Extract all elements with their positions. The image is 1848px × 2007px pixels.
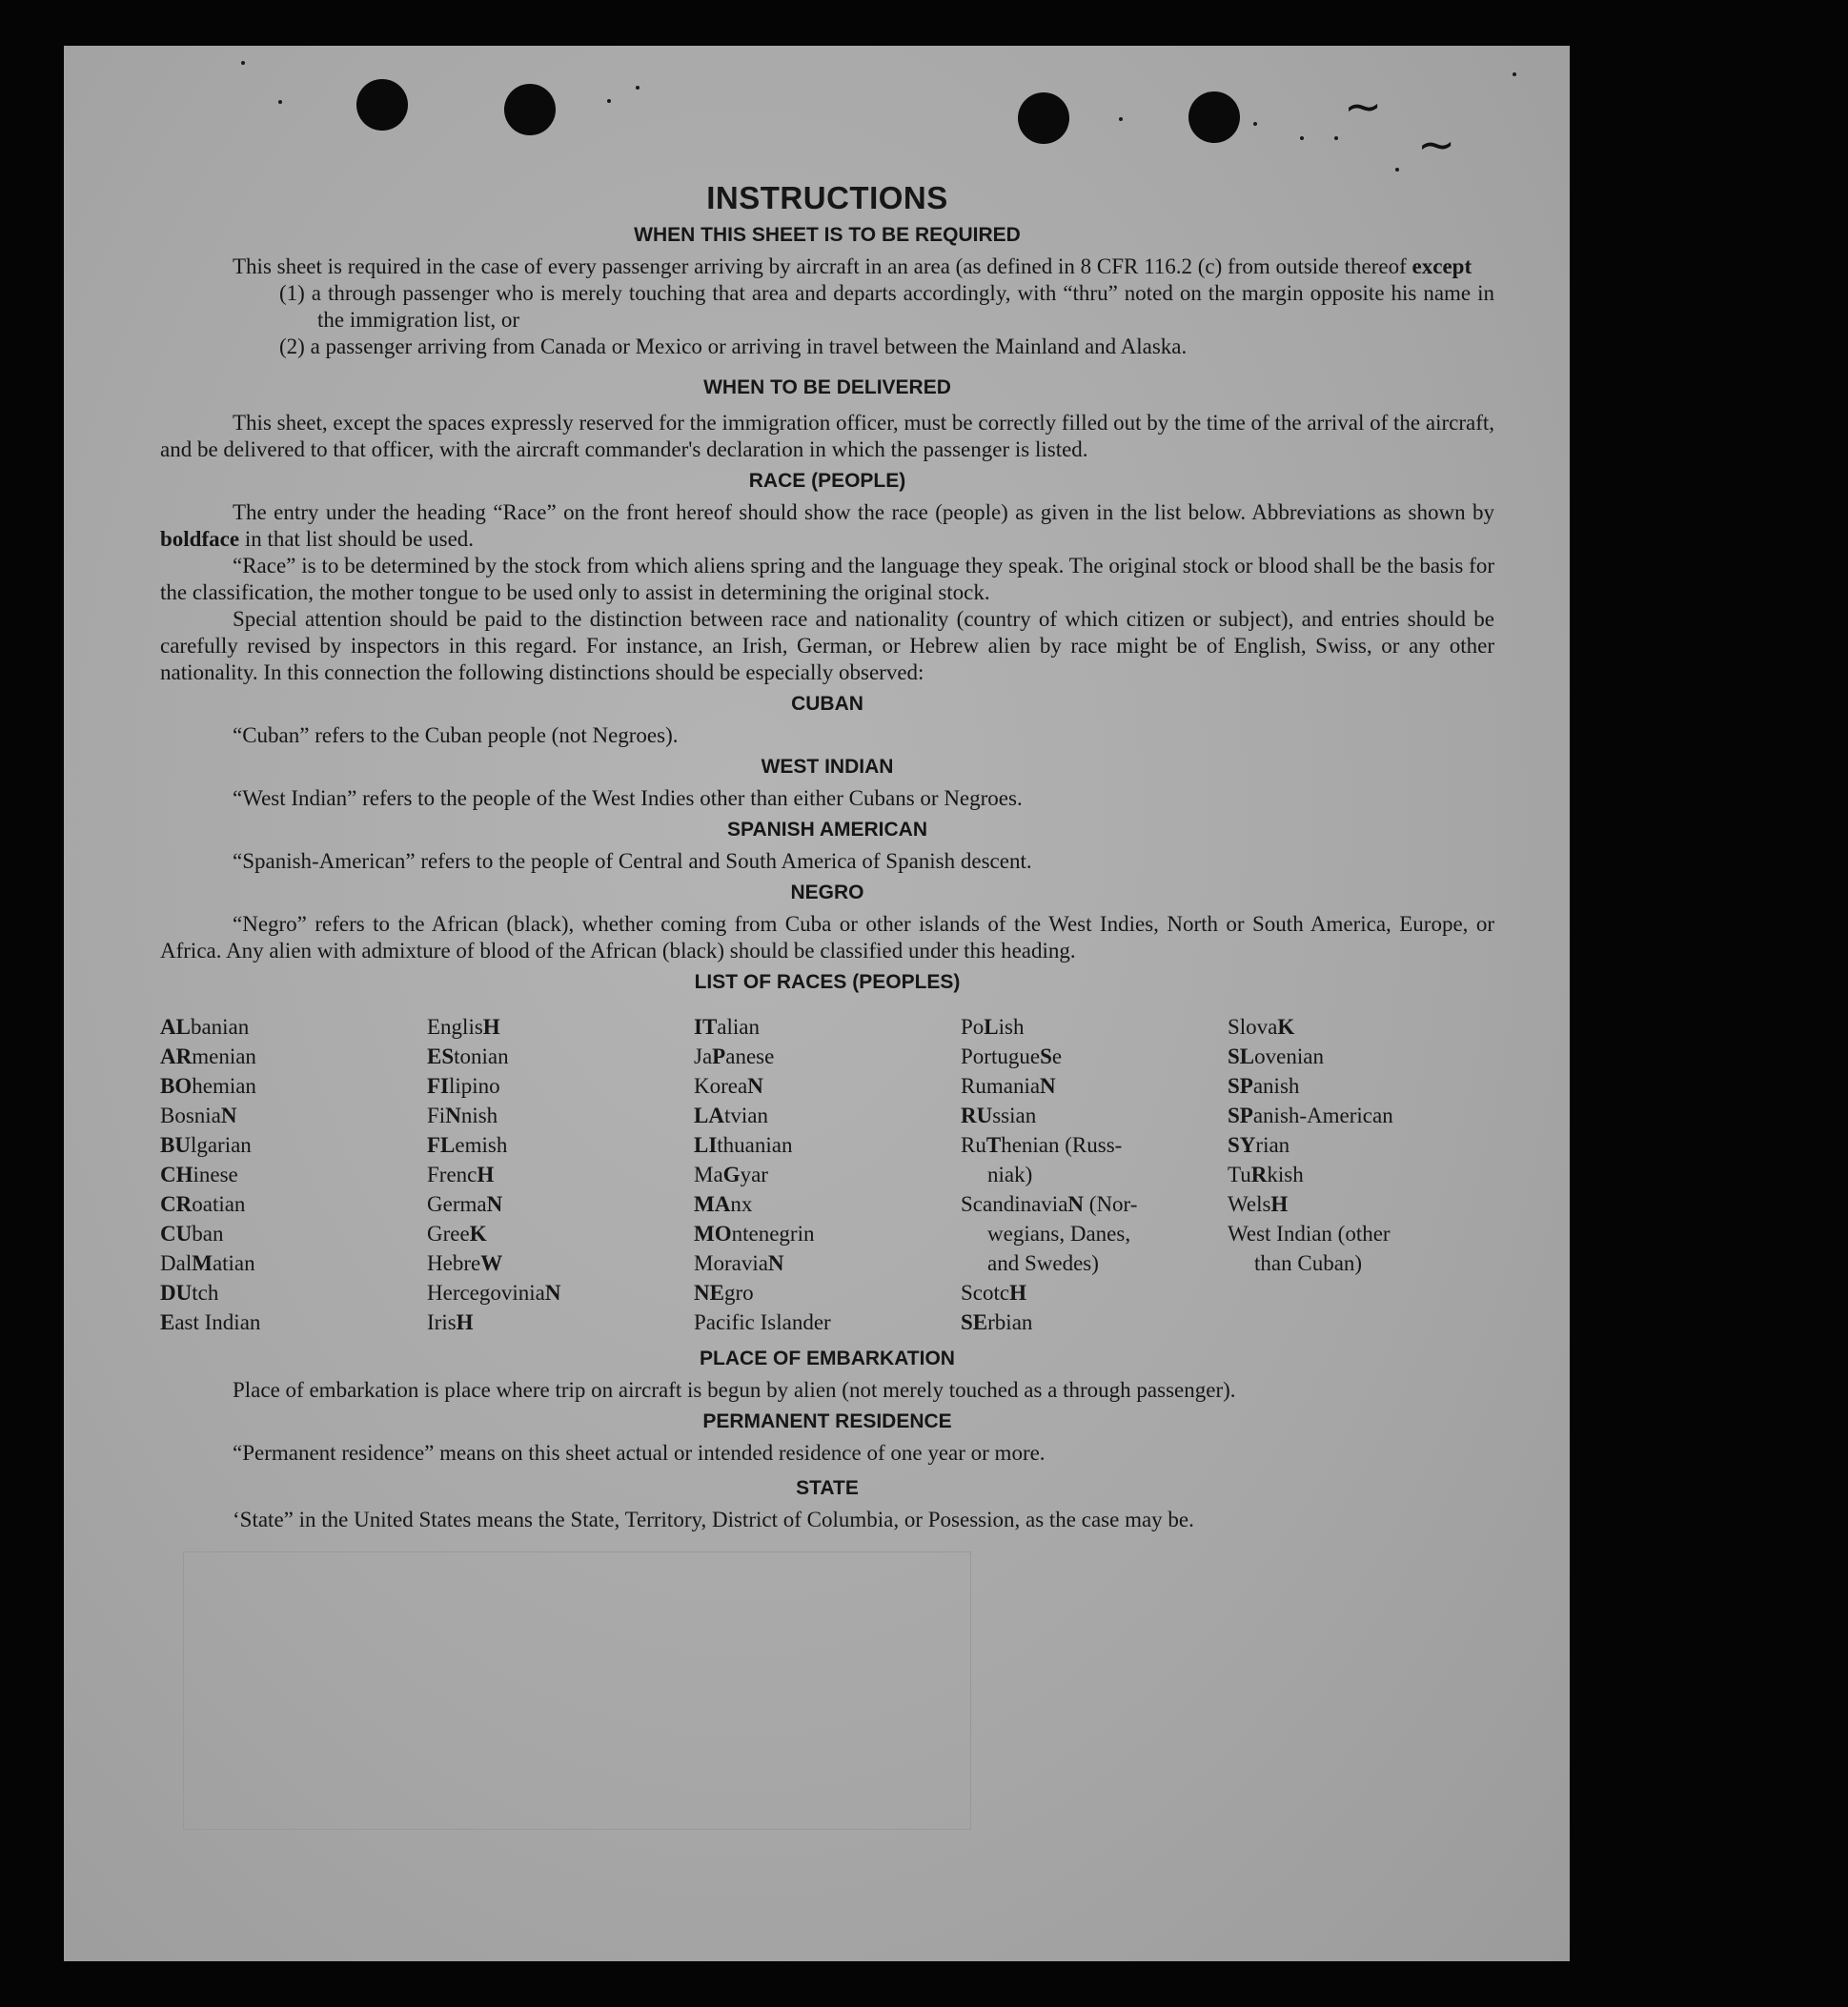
race-entry bbox=[961, 1101, 1228, 1130]
race-abbreviation: S bbox=[1040, 1044, 1052, 1068]
required-intro: This sheet is required in the case of every passenger arriving by aircraft in an area (as defined in 8 CFR 116.2 (c) from outside thereof except bbox=[233, 254, 1472, 278]
race-abbreviation: FL bbox=[427, 1133, 456, 1157]
race-name-part: inese bbox=[193, 1163, 238, 1186]
race-abbreviation: RU bbox=[961, 1104, 993, 1127]
race-name-part: Germa bbox=[427, 1192, 487, 1216]
heading-list-of-races: LIST OF RACES (PEOPLES) bbox=[694, 971, 961, 993]
race-name-part: Ja bbox=[694, 1044, 713, 1068]
heading-delivered: WHEN TO BE DELIVERED bbox=[703, 376, 951, 398]
race-entry bbox=[1228, 1012, 1494, 1042]
required-item-2: (2) a passenger arriving from Canada or Mexico or arriving in travel between the Mainland and Alaska. bbox=[279, 334, 1188, 358]
race-name-part: Rumania bbox=[961, 1074, 1041, 1098]
race-abbreviation: H bbox=[456, 1310, 474, 1334]
races-column bbox=[160, 1012, 427, 1337]
race-entry bbox=[961, 1071, 1228, 1101]
ink-squiggle: ~ bbox=[1344, 80, 1383, 133]
race-abbreviation: LA bbox=[694, 1104, 724, 1127]
race-name-part: Po bbox=[961, 1015, 985, 1039]
race-entry bbox=[961, 1308, 1228, 1337]
race-entry bbox=[427, 1071, 694, 1101]
race-abbreviation: AL bbox=[160, 1015, 191, 1039]
race-name-part: tonian bbox=[454, 1044, 509, 1068]
race-abbreviation: M bbox=[192, 1251, 213, 1275]
spanish-american-text: “Spanish-American” refers to the people of Central and South America of Spanish descent. bbox=[233, 849, 1032, 873]
residence-text: “Permanent residence” means on this sheet actual or intended residence of one year or more. bbox=[233, 1441, 1046, 1465]
race-entry bbox=[1228, 1160, 1494, 1189]
race-name-part: Englis bbox=[427, 1015, 483, 1039]
race-abbreviation: IT bbox=[694, 1015, 718, 1039]
race-entry bbox=[694, 1101, 961, 1130]
race-name-part: anish-American bbox=[1252, 1104, 1393, 1127]
race-entry bbox=[160, 1308, 427, 1337]
race-name-part: anese bbox=[725, 1044, 775, 1068]
race-paragraph-3: Special attention should be paid to the distinction between race and nationality (country of which citizen or subject), and entries should be carefully revised by inspectors in this regard. For instance, an Irish, German, or Hebrew alien by race might be of English, Swiss, or any other nationality. In this connection the following distinctions should be especially observed: bbox=[160, 607, 1494, 684]
race-entry bbox=[160, 1042, 427, 1071]
race-name-part: wegians, Danes, bbox=[987, 1222, 1131, 1246]
speck bbox=[1513, 72, 1516, 76]
race-entry bbox=[694, 1160, 961, 1189]
race-entry bbox=[694, 1189, 961, 1219]
race-name-part: (Nor- bbox=[1084, 1192, 1138, 1216]
heading-negro: NEGRO bbox=[790, 882, 864, 903]
race-abbreviation: SP bbox=[1228, 1074, 1253, 1098]
race-abbreviation: N bbox=[220, 1104, 237, 1127]
race-entry bbox=[427, 1160, 694, 1189]
ink-squiggle: ~ bbox=[1417, 118, 1456, 172]
race-name-part: Wels bbox=[1228, 1192, 1271, 1216]
race-name-part: ish bbox=[998, 1015, 1025, 1039]
race-abbreviation: SY bbox=[1228, 1133, 1256, 1157]
race-entry bbox=[1228, 1071, 1494, 1101]
race-name-part: banian bbox=[190, 1015, 250, 1039]
race-entry bbox=[694, 1248, 961, 1278]
races-column bbox=[694, 1012, 961, 1337]
race-name-part: alian bbox=[717, 1015, 760, 1039]
race-entry bbox=[427, 1278, 694, 1308]
race-entry bbox=[694, 1071, 961, 1101]
race-name-part: Pacific Islander bbox=[694, 1310, 831, 1334]
race-name-part: Portugue bbox=[961, 1044, 1041, 1068]
embarkation-text: Place of embarkation is place where trip on aircraft is begun by alien (not merely touched as a through passenger). bbox=[233, 1378, 1236, 1402]
race-entry bbox=[160, 1071, 427, 1101]
race-entry bbox=[961, 1012, 1228, 1042]
races-column bbox=[961, 1012, 1228, 1337]
race-name-part: kish bbox=[1267, 1163, 1304, 1186]
race-abbreviation: K bbox=[469, 1222, 487, 1246]
speck bbox=[1119, 117, 1123, 121]
race-name-part: rian bbox=[1255, 1133, 1290, 1157]
race-abbreviation: K bbox=[1277, 1015, 1295, 1039]
race-abbreviation: H bbox=[1270, 1192, 1289, 1216]
heading-embarkation: PLACE OF EMBARKATION bbox=[700, 1348, 955, 1369]
race-abbreviation: MO bbox=[694, 1222, 732, 1246]
race-entry bbox=[160, 1219, 427, 1248]
race-abbreviation: BU bbox=[160, 1133, 191, 1157]
race-name-part: menian bbox=[192, 1044, 256, 1068]
race-name-part: emish bbox=[455, 1133, 508, 1157]
race-name-part: nx bbox=[730, 1192, 753, 1216]
race-entry bbox=[1228, 1219, 1494, 1248]
race-name-part: West Indian (other bbox=[1228, 1222, 1391, 1246]
race-name-part: Ma bbox=[694, 1163, 723, 1186]
bleed-through-box bbox=[183, 1551, 971, 1830]
race-paragraph-1: The entry under the heading “Race” on the front hereof should show the race (people) as given in the list below. Abbreviations as shown by boldface in that list should be used. bbox=[160, 500, 1494, 551]
race-abbreviation: SE bbox=[961, 1310, 988, 1334]
race-abbreviation: P bbox=[712, 1044, 726, 1068]
page-title: INSTRUCTIONS bbox=[706, 180, 948, 215]
heading-west-indian: WEST INDIAN bbox=[761, 756, 894, 778]
race-entry bbox=[160, 1012, 427, 1042]
race-name-part: lipino bbox=[449, 1074, 500, 1098]
race-abbreviation: CR bbox=[160, 1192, 193, 1216]
race-abbreviation: NE bbox=[694, 1281, 724, 1305]
delivered-text: This sheet, except the spaces expressly reserved for the immigration officer, must be correctly filled out by the time of the arrival of the aircraft, and be delivered to that officer, with the aircraft commander's declaration in which the passenger is listed. bbox=[160, 411, 1494, 461]
race-entry bbox=[694, 1012, 961, 1042]
race-abbreviation: N bbox=[1040, 1074, 1056, 1098]
race-abbreviation: SP bbox=[1228, 1104, 1253, 1127]
speck bbox=[1300, 136, 1304, 140]
race-name-part: Ru bbox=[961, 1133, 986, 1157]
race-name-part: tvian bbox=[723, 1104, 768, 1127]
race-name-part: hemian bbox=[192, 1074, 256, 1098]
race-entry bbox=[160, 1101, 427, 1130]
heading-cuban: CUBAN bbox=[791, 693, 863, 715]
race-entry bbox=[961, 1278, 1228, 1308]
race-name-part: Dal bbox=[160, 1251, 193, 1275]
race-name-part: yar bbox=[740, 1163, 768, 1186]
race-entry bbox=[961, 1219, 1228, 1248]
race-name-part: anish bbox=[1252, 1074, 1300, 1098]
race-name-part: ntenegrin bbox=[731, 1222, 815, 1246]
instructions-content bbox=[160, 179, 1494, 1533]
speck bbox=[278, 100, 282, 104]
speck bbox=[636, 86, 640, 90]
speck bbox=[1334, 136, 1338, 140]
punch-hole bbox=[356, 79, 408, 131]
race-abbreviation: N bbox=[486, 1192, 503, 1216]
races-column bbox=[427, 1012, 694, 1337]
race-name-part: Frenc bbox=[427, 1163, 477, 1186]
race-name-part: Tu bbox=[1228, 1163, 1251, 1186]
race-abbreviation: SL bbox=[1228, 1044, 1255, 1068]
race-abbreviation: N bbox=[1067, 1192, 1085, 1216]
race-entry bbox=[694, 1219, 961, 1248]
race-abbreviation: CU bbox=[160, 1222, 193, 1246]
race-name-part: atian bbox=[212, 1251, 255, 1275]
speck bbox=[241, 61, 245, 65]
race-name-part: Gree bbox=[427, 1222, 470, 1246]
negro-text: “Negro” refers to the African (black), whether coming from Cuba or other islands of the West Indies, North or South America, Europe, or Africa. Any alien with admixture of blood of the African (black) should be classified under this heading. bbox=[160, 912, 1494, 963]
race-entry bbox=[961, 1042, 1228, 1071]
document-sheet bbox=[64, 46, 1570, 1961]
race-entry bbox=[427, 1308, 694, 1337]
race-name-part: gro bbox=[723, 1281, 754, 1305]
race-name-part: Scotc bbox=[961, 1281, 1010, 1305]
race-abbreviation: N bbox=[767, 1251, 784, 1275]
race-entry bbox=[160, 1278, 427, 1308]
state-text: ‘State” in the United States means the State, Territory, District of Columbia, or Posession, as the case may be. bbox=[233, 1508, 1194, 1531]
race-name-part: ast Indian bbox=[174, 1310, 261, 1334]
required-item-1: (1) a through passenger who is merely touching that area and departs accordingly, with “thru” noted on the margin opposite his name in the immigration list, or bbox=[279, 281, 1494, 332]
race-entry bbox=[1228, 1189, 1494, 1219]
race-name-part: Slova bbox=[1228, 1015, 1278, 1039]
race-entry bbox=[694, 1130, 961, 1160]
race-name-part: lgarian bbox=[190, 1133, 252, 1157]
race-entry bbox=[961, 1160, 1228, 1189]
race-abbreviation: CH bbox=[160, 1163, 193, 1186]
race-entry bbox=[160, 1130, 427, 1160]
race-abbreviation: L bbox=[984, 1015, 999, 1039]
race-entry bbox=[427, 1012, 694, 1042]
race-entry bbox=[160, 1189, 427, 1219]
race-entry bbox=[961, 1189, 1228, 1219]
race-abbreviation: H bbox=[477, 1163, 495, 1186]
race-name-part: ban bbox=[192, 1222, 224, 1246]
race-name-part: Scandinavia bbox=[961, 1192, 1068, 1216]
heading-required: WHEN THIS SHEET IS TO BE REQUIRED bbox=[634, 224, 1021, 246]
heading-spanish-american: SPANISH AMERICAN bbox=[726, 819, 927, 841]
speck bbox=[1253, 122, 1257, 126]
race-abbreviation: N bbox=[747, 1074, 763, 1098]
race-entry bbox=[961, 1130, 1228, 1160]
race-name-part: Hercegovinia bbox=[427, 1281, 545, 1305]
race-abbreviation: G bbox=[722, 1163, 741, 1186]
race-name-part: ssian bbox=[992, 1104, 1037, 1127]
race-abbreviation: ES bbox=[427, 1044, 455, 1068]
race-entry bbox=[427, 1219, 694, 1248]
race-abbreviation: AR bbox=[160, 1044, 193, 1068]
race-entry bbox=[694, 1042, 961, 1071]
race-name-part: e bbox=[1051, 1044, 1063, 1068]
race-entry bbox=[427, 1248, 694, 1278]
punch-hole bbox=[504, 84, 556, 135]
race-abbreviation: N bbox=[544, 1281, 561, 1305]
races-list bbox=[160, 1012, 1494, 1337]
race-name-part: Hebre bbox=[427, 1251, 481, 1275]
race-name-part: rbian bbox=[987, 1310, 1033, 1334]
race-entry bbox=[427, 1130, 694, 1160]
race-entry bbox=[160, 1160, 427, 1189]
punch-hole bbox=[1018, 92, 1069, 144]
race-abbreviation: LI bbox=[694, 1133, 718, 1157]
races-column bbox=[1228, 1012, 1494, 1337]
race-entry bbox=[160, 1248, 427, 1278]
race-name-part: Korea bbox=[694, 1074, 748, 1098]
race-entry bbox=[1228, 1130, 1494, 1160]
race-name-part: Fi bbox=[427, 1104, 446, 1127]
race-name-part: oatian bbox=[192, 1192, 246, 1216]
race-name-part: tch bbox=[192, 1281, 219, 1305]
race-name-part: henian (Russ- bbox=[1001, 1133, 1123, 1157]
race-entry bbox=[961, 1248, 1228, 1278]
race-entry bbox=[1228, 1248, 1494, 1278]
race-entry bbox=[694, 1278, 961, 1308]
race-abbreviation: T bbox=[985, 1133, 1002, 1157]
race-name-part: and Swedes) bbox=[987, 1251, 1099, 1275]
race-name-part: thuanian bbox=[717, 1133, 793, 1157]
race-entry bbox=[694, 1308, 961, 1337]
race-entry bbox=[1228, 1042, 1494, 1071]
race-entry bbox=[427, 1189, 694, 1219]
race-abbreviation: BO bbox=[160, 1074, 193, 1098]
race-abbreviation: E bbox=[160, 1310, 175, 1334]
heading-state: STATE bbox=[796, 1477, 859, 1499]
speck bbox=[1395, 168, 1399, 172]
race-abbreviation: DU bbox=[160, 1281, 193, 1305]
race-abbreviation: FI bbox=[427, 1074, 449, 1098]
race-abbreviation: H bbox=[482, 1015, 500, 1039]
race-abbreviation: H bbox=[1009, 1281, 1026, 1305]
race-entry bbox=[427, 1042, 694, 1071]
race-name-part: niak) bbox=[987, 1163, 1033, 1186]
race-entry bbox=[1228, 1101, 1494, 1130]
cuban-text: “Cuban” refers to the Cuban people (not Negroes). bbox=[233, 723, 679, 747]
race-name-part: Bosnia bbox=[160, 1104, 221, 1127]
race-abbreviation: N bbox=[445, 1104, 461, 1127]
race-name-part: nish bbox=[460, 1104, 498, 1127]
race-name-part: than Cuban) bbox=[1254, 1251, 1363, 1275]
race-name-part: Moravia bbox=[694, 1251, 768, 1275]
race-abbreviation: R bbox=[1250, 1163, 1268, 1186]
heading-residence: PERMANENT RESIDENCE bbox=[702, 1410, 952, 1432]
race-abbreviation: MA bbox=[694, 1192, 731, 1216]
west-indian-text: “West Indian” refers to the people of the West Indies other than either Cubans or Negroes. bbox=[233, 786, 1023, 810]
heading-race: RACE (PEOPLE) bbox=[748, 470, 906, 492]
race-abbreviation: W bbox=[480, 1251, 503, 1275]
race-name-part: ovenian bbox=[1254, 1044, 1324, 1068]
race-paragraph-2: “Race” is to be determined by the stock from which aliens spring and the language they speak. The original stock or blood shall be the basis for the classification, the mother tongue to be used only to assist in determining the original stock. bbox=[160, 554, 1494, 604]
punch-hole bbox=[1188, 91, 1240, 143]
speck bbox=[607, 99, 611, 103]
race-name-part: Iris bbox=[427, 1310, 457, 1334]
race-entry bbox=[427, 1101, 694, 1130]
